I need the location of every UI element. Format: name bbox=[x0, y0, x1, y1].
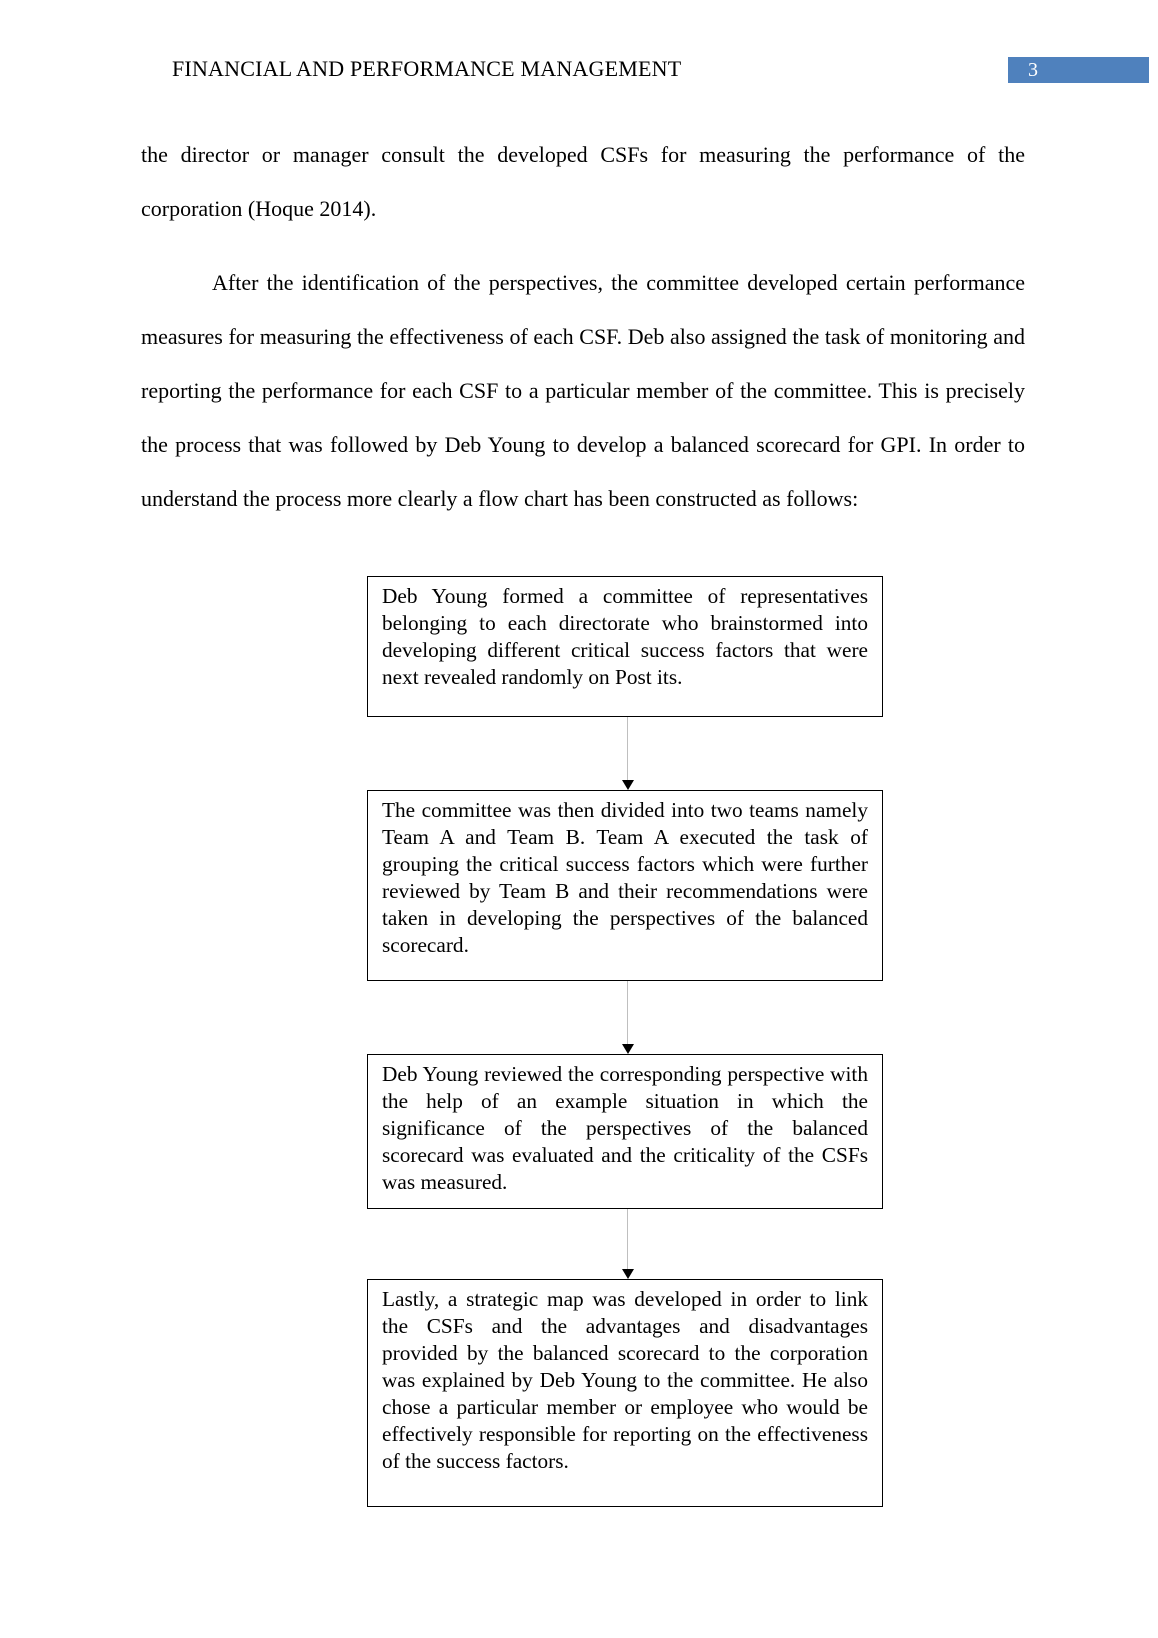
arrow-down-icon bbox=[622, 1269, 634, 1279]
page-number: 3 bbox=[1028, 59, 1038, 81]
flowchart-connector-1 bbox=[627, 717, 628, 781]
page-number-badge bbox=[1008, 57, 1149, 83]
arrow-down-icon bbox=[622, 780, 634, 790]
flowchart-step-2: The committee was then divided into two teams namely Team A and Team B. Team A executed the task of grouping the critical success factors which were further reviewed by Team B and their recommendations were taken in developing the perspectives of the balanced scorecard. bbox=[367, 790, 883, 981]
flowchart-step-4: Lastly, a strategic map was developed in order to link the CSFs and the advantages and disadvantages provided by the balanced scorecard to the corporation was explained by Deb Young to the committee. He also chose a particular member or employee who would be effectively responsible for reporting on the effectiveness of the success factors. bbox=[367, 1279, 883, 1507]
arrow-down-icon bbox=[622, 1044, 634, 1054]
flowchart-connector-2 bbox=[627, 981, 628, 1045]
running-header-title: FINANCIAL AND PERFORMANCE MANAGEMENT bbox=[172, 56, 682, 81]
flowchart-step-3: Deb Young reviewed the corresponding perspective with the help of an example situation in which the significance of the perspectives of the balanced scorecard was evaluated and the criticality of the CSFs was measured. bbox=[367, 1054, 883, 1209]
flowchart-step-1: Deb Young formed a committee of representatives belonging to each directorate who brainstormed into developing different critical success factors that were next revealed randomly on Post its. bbox=[367, 576, 883, 717]
body-paragraph-1: the director or manager consult the developed CSFs for measuring the performance of the corporation (Hoque 2014). bbox=[141, 142, 1025, 221]
body-paragraph-2: After the identification of the perspectives, the committee developed certain performance measures for measuring the effectiveness of each CSF. Deb also assigned the task of monitoring and reporting the performance for each CSF to a particular member of the committee. This is precisely the process that was followed by Deb Young to develop a balanced scorecard for GPI. In order to understand the process more clearly a flow chart has been constructed as follows: bbox=[141, 270, 1025, 511]
flowchart-connector-3 bbox=[627, 1209, 628, 1270]
